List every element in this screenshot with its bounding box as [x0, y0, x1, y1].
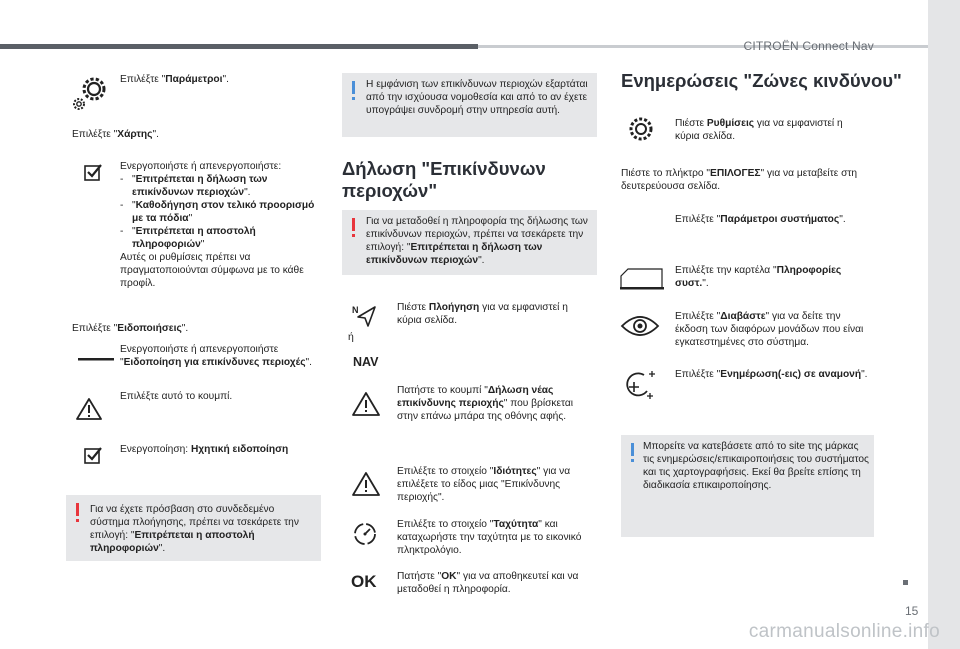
watermark: carmanualsonline.info [748, 621, 940, 642]
or-label: ή [348, 331, 354, 343]
select-read-text: Επιλέξτε "Διαβάστε" για να δείτε την έκδοση των διαφόρων μονάδων που είναι εγκατεστημένες στο σύστημα. [675, 311, 864, 348]
info-bar [631, 443, 634, 456]
select-button-text: Επιλέξτε αυτό το κουμπί. [120, 391, 233, 402]
warning-icon [352, 391, 380, 422]
info-box-col3 [621, 435, 874, 537]
side-margin [928, 0, 960, 649]
gear-icon [626, 114, 656, 149]
enable-intro: Ενεργοποιήστε ή απενεργοποιήστε: [120, 161, 282, 172]
info-box-col2 [342, 73, 597, 137]
sound-notification-text: Ενεργοποίηση: Ηχητική ειδοποίηση [120, 444, 289, 455]
speedometer-icon [352, 521, 378, 552]
tab-icon [620, 268, 664, 295]
select-info-tab-text: Επιλέξτε την καρτέλα "Πληροφορίες συστ.". [675, 265, 842, 289]
header-brand: CITROËN Connect Nav [743, 39, 874, 53]
warning-dot [76, 519, 79, 522]
updates-heading: Ενημερώσεις "Ζώνες κινδύνου" [621, 70, 902, 91]
info-box-text: Η εμφάνιση των επικίνδυνων περιοχών εξαρτάται από την ισχύουσα νομοθεσία και από το αν έχετε υπογράψει συνδρομή στην υπηρεσία αυτή. [366, 79, 588, 116]
page-number: 15 [905, 604, 919, 618]
enable-options-block [120, 160, 315, 290]
info-box-text: Μπορείτε να κατεβάσετε από το site της μάρκας τις ενημερώσεις/επικαιροποιήσεις του συστήματος και τις χαρτογραφήσεις. Εκεί θα βρείτε επίσης τη διαδικασία επικαιροποίησης. [643, 441, 869, 491]
eye-icon [620, 313, 660, 344]
warning-bar [352, 218, 355, 231]
press-settings-text: Πιέστε Ρυθμίσεις για να εμφανιστεί η κύρια σελίδα. [675, 118, 843, 142]
navigation-arrow-icon [352, 303, 378, 334]
checkbox-icon [84, 163, 102, 186]
profile-note: Αυτές οι ρυθμίσεις πρέπει να πραγματοποιούνται σύμφωνα με το κάθε προφίλ. [120, 252, 304, 289]
press-navigation-text: Πιέστε Πλοήγηση για να εμφανιστεί η κύρια σελίδα. [397, 302, 568, 326]
page-marker [903, 580, 908, 585]
warning-icon [76, 397, 102, 426]
update-icon [622, 371, 658, 408]
toggle-icon [78, 350, 114, 368]
warning-dot [352, 234, 355, 237]
select-speed-text: Επιλέξτε το στοιχείο "Ταχύτητα" και καταχωρήστε την ταχύτητα με το εικονικό πληκτρολόγιο. [397, 519, 582, 556]
press-options-text: Πιέστε το πλήκτρο "ΕΠΙΛΟΓΕΣ" για να μεταβείτε στη δευτερεύουσα σελίδα. [621, 168, 858, 192]
gear-icon [72, 74, 112, 119]
header-rule-dark [0, 44, 478, 49]
select-update-text: Επιλέξτε "Ενημέρωση(-εις) σε αναμονή". [675, 369, 868, 380]
select-map-text: Επιλέξτε "Χάρτης". [72, 129, 159, 140]
ok-button-label: OK [351, 572, 377, 591]
option-hazard-declaration: - "Επιτρέπεται η δήλωση των επικίνδυνων περιοχών". [120, 174, 268, 198]
warning-box-text: Για να μεταδοθεί η πληροφορία της δήλωσης των επικίνδυνων περιοχών, πρέπει να τσεκάρετε την επιλογή: "Επιτρέπεται η δήλωση των επικίνδυνων περιοχών". [366, 216, 588, 266]
select-properties-text: Επιλέξτε το στοιχείο "Ιδιότητες" για να επιλέξετε το είδος μιας "Επικίνδυνης περιοχής". [397, 466, 571, 503]
warning-box-col2 [342, 210, 597, 275]
option-walking-guidance: - "Καθοδήγηση στον τελικό προορισμό με τα πόδια" [120, 200, 315, 224]
select-notifications-text: Επιλέξτε "Ειδοποιήσεις". [72, 323, 189, 334]
press-declare-text: Πατήστε το κουμπί "Δήλωση νέας επικίνδυνης περιοχής" που βρίσκεται στην επάνω μπάρα της οθόνης αφής. [397, 385, 574, 422]
checkbox-icon [84, 446, 102, 469]
warning-box-col1 [66, 495, 321, 561]
press-ok-text: Πατήστε "ΟΚ" για να αποθηκευτεί και να μεταδοθεί η πληροφορία. [397, 571, 579, 595]
warning-icon [352, 471, 380, 502]
info-dot [352, 97, 355, 100]
toggle-notification-text: Ενεργοποιήστε ή απενεργοποιήστε "Ειδοποίηση για επικίνδυνες περιοχές". [120, 344, 312, 368]
info-bar [352, 81, 355, 94]
option-send-info: - "Επιτρέπεται η αποστολή πληροφοριών" [120, 226, 256, 250]
select-system-settings-text: Επιλέξτε "Παράμετροι συστήματος". [675, 214, 846, 225]
select-settings-text: Επιλέξτε "Παράμετροι". [120, 74, 229, 85]
warning-box-text: Για να έχετε πρόσβαση στο συνδεδεμένο σύστημα πλοήγησης, πρέπει να τσεκάρετε την επιλογή: "Επιτρέπεται η αποστολή πληροφοριών". [90, 504, 299, 554]
declare-hazard-heading: Δήλωση "Επικίνδυνων περιοχών" [342, 158, 546, 201]
info-dot [631, 459, 634, 462]
svg-text:N: N [352, 305, 359, 315]
warning-bar [76, 503, 79, 516]
nav-button-label: NAV [353, 355, 379, 369]
